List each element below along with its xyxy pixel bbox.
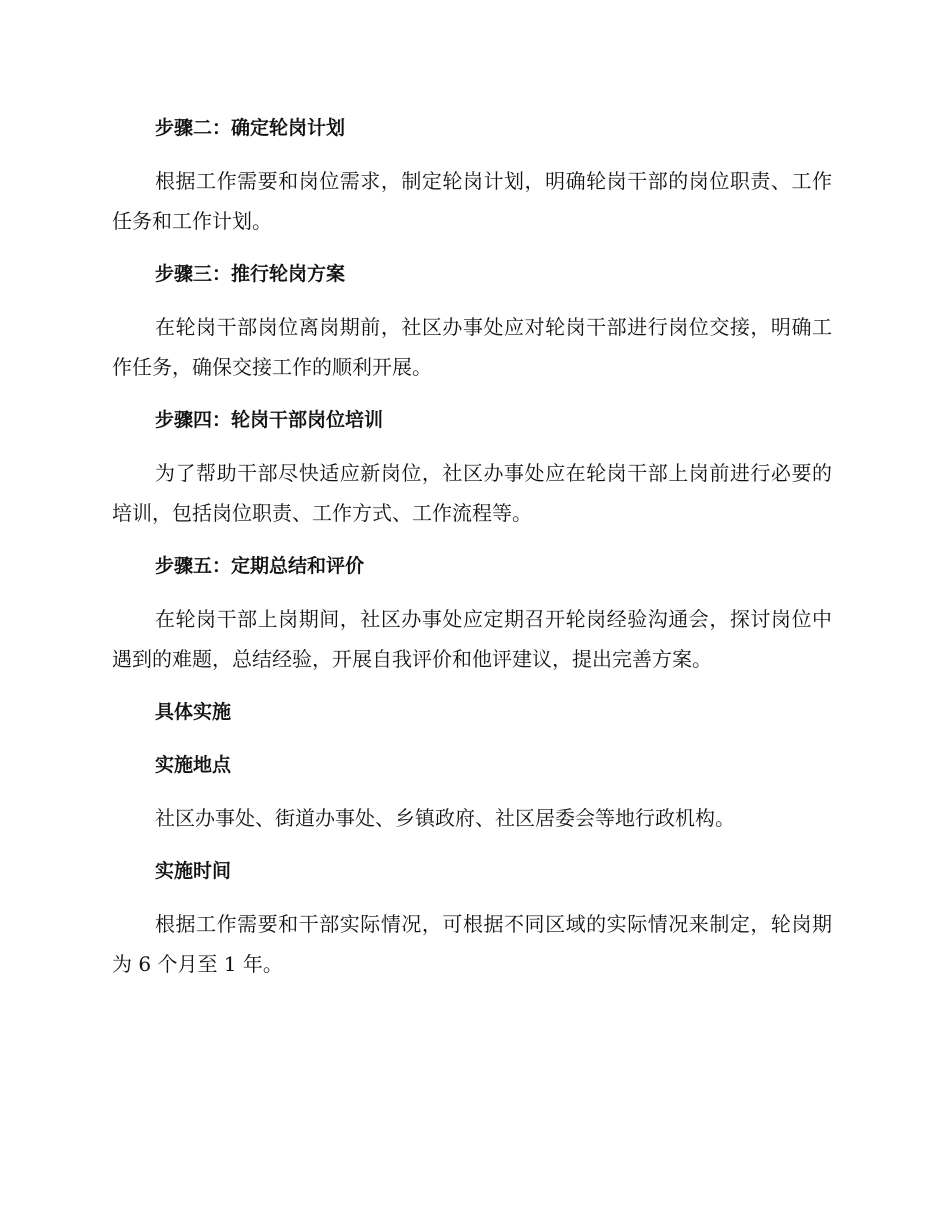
section-heading: 步骤四：轮岗干部岗位培训 <box>155 409 384 431</box>
section-heading: 步骤二：确定轮岗计划 <box>155 117 346 139</box>
body-paragraph: 在轮岗干部岗位离岗期前，社区办事处应对轮岗干部进行岗位交接，明确工作任务，确保交接工作的顺利开展。 <box>112 315 832 379</box>
section-heading: 实施地点 <box>155 754 232 776</box>
body-paragraph: 根据工作需要和岗位需求，制定轮岗计划，明确轮岗干部的岗位职责、工作任务和工作计划。 <box>112 169 832 233</box>
section-heading: 实施时间 <box>155 860 232 882</box>
section-heading: 具体实施 <box>155 701 232 723</box>
section-heading: 步骤五：定期总结和评价 <box>155 555 365 577</box>
body-paragraph: 为了帮助干部尽快适应新岗位，社区办事处应在轮岗干部上岗前进行必要的培训，包括岗位职责、工作方式、工作流程等。 <box>112 461 832 525</box>
body-paragraph: 社区办事处、街道办事处、乡镇政府、社区居委会等地行政机构。 <box>155 806 735 830</box>
section-heading: 步骤三：推行轮岗方案 <box>155 263 346 285</box>
body-paragraph: 根据工作需要和干部实际情况，可根据不同区域的实际情况来制定，轮岗期为 6 个月至 1 年。 <box>112 912 832 976</box>
document-body <box>112 108 832 997</box>
body-paragraph: 在轮岗干部上岗期间，社区办事处应定期召开轮岗经验沟通会，探讨岗位中遇到的难题，总结经验，开展自我评价和他评建议，提出完善方案。 <box>112 607 832 671</box>
